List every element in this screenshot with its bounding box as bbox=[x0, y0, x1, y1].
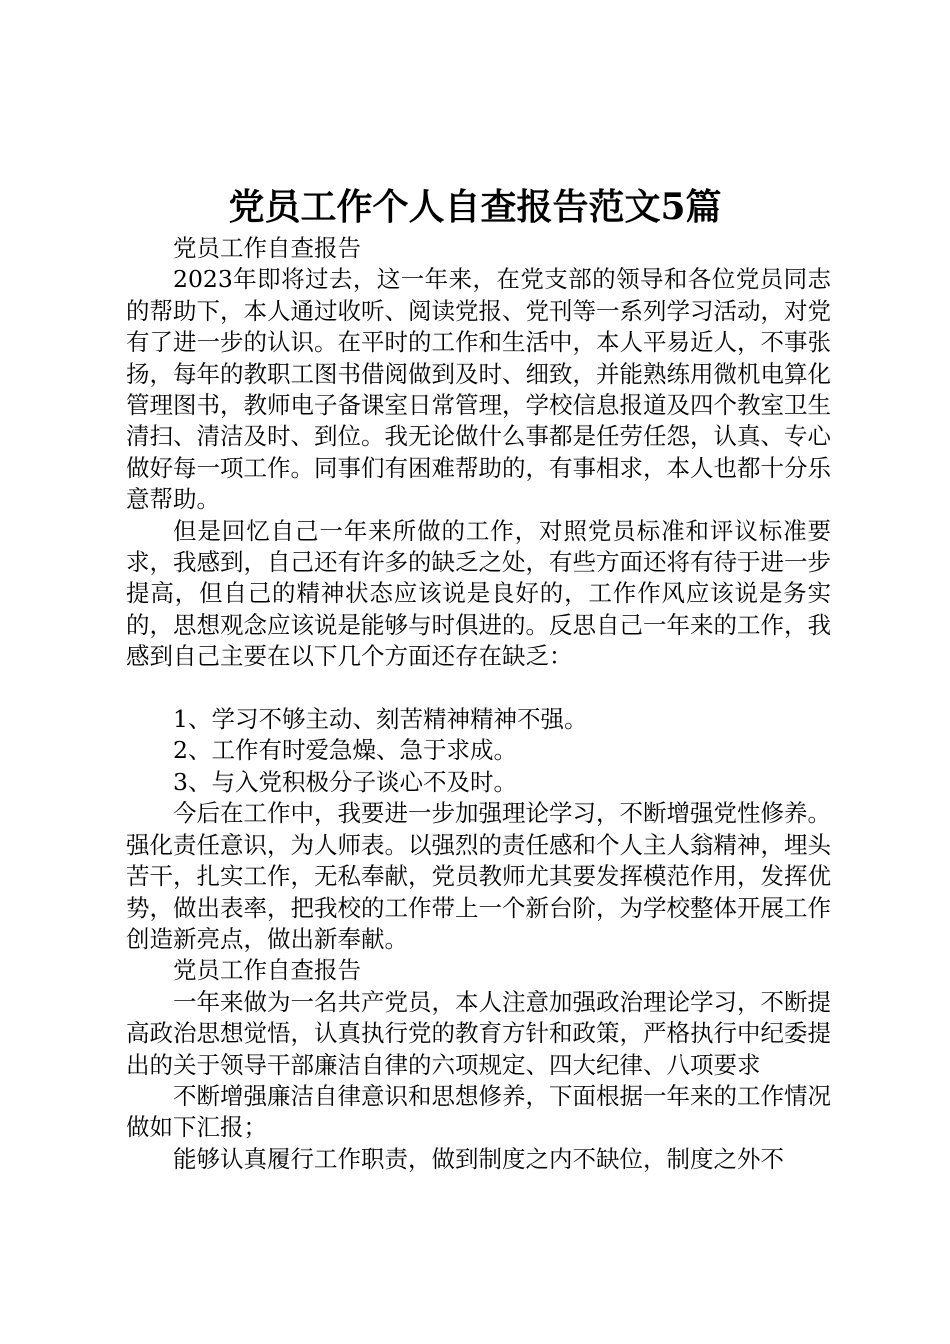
paragraph: 但是回忆自己一年来所做的工作，对照党员标准和评议标准要求，我感到，自己还有许多的缺乏之处，有些方面还将有待于进一步提高，但自己的精神状态应该说是良好的，工作作风应该说是务实的，思想观念应该说是能够与时俱进的。反思自己一年来的工作，我感到自己主要在以下几个方面还存在缺乏： bbox=[126, 516, 831, 671]
list-item: 3、与入党积极分子谈心不及时。 bbox=[173, 767, 517, 796]
document-title: 党员工作个人自查报告范文5篇 bbox=[228, 186, 722, 228]
document-body bbox=[126, 233, 831, 1175]
paragraph: 2023年即将过去，这一年来，在党支部的领导和各位党员同志的帮助下，本人通过收听、阅读党报、党刊等一系列学习活动，对党有了进一步的认识。在平时的工作和生活中，本人平易近人，不事张扬，每年的教职工图书借阅做到及时、细致，并能熟练用微机电算化管理图书，教师电子备课室日常管理，学校信息报道及四个教室卫生清扫、清洁及时、到位。我无论做什么事都是任劳任怨，认真、专心做好每一项工作。同事们有困难帮助的，有事相求，本人也都十分乐意帮助。 bbox=[126, 265, 831, 514]
paragraph: 不断增强廉洁自律意识和思想修养，下面根据一年来的工作情况做如下汇报； bbox=[126, 1081, 831, 1142]
section-heading: 党员工作自查报告 bbox=[173, 956, 361, 985]
list-item: 2、工作有时爱急燥、急于求成。 bbox=[173, 736, 517, 765]
paragraph: 今后在工作中，我要进一步加强理论学习，不断增强党性修养。强化责任意识，为人师表。以强烈的责任感和个人主人翁精神，埋头苦干，扎实工作，无私奉献，党员教师尤其要发挥模范作用，发挥优势，做出表率，把我校的工作带上一个新台阶，为学校整体开展工作创造新亮点，做出新奉献。 bbox=[126, 799, 831, 953]
paragraph: 一年来做为一名共产党员，本人注意加强政治理论学习，不断提高政治思想觉悟，认真执行党的教育方针和政策，严格执行中纪委提出的关于领导干部廉洁自律的六项规定、四大纪律、八项要求 bbox=[126, 987, 831, 1079]
paragraph: 能够认真履行工作职责，做到制度之内不缺位，制度之外不 bbox=[173, 1144, 784, 1173]
list-item: 1、学习不够主动、刻苦精神精神不强。 bbox=[173, 705, 588, 734]
section-heading: 党员工作自查报告 bbox=[173, 234, 361, 262]
